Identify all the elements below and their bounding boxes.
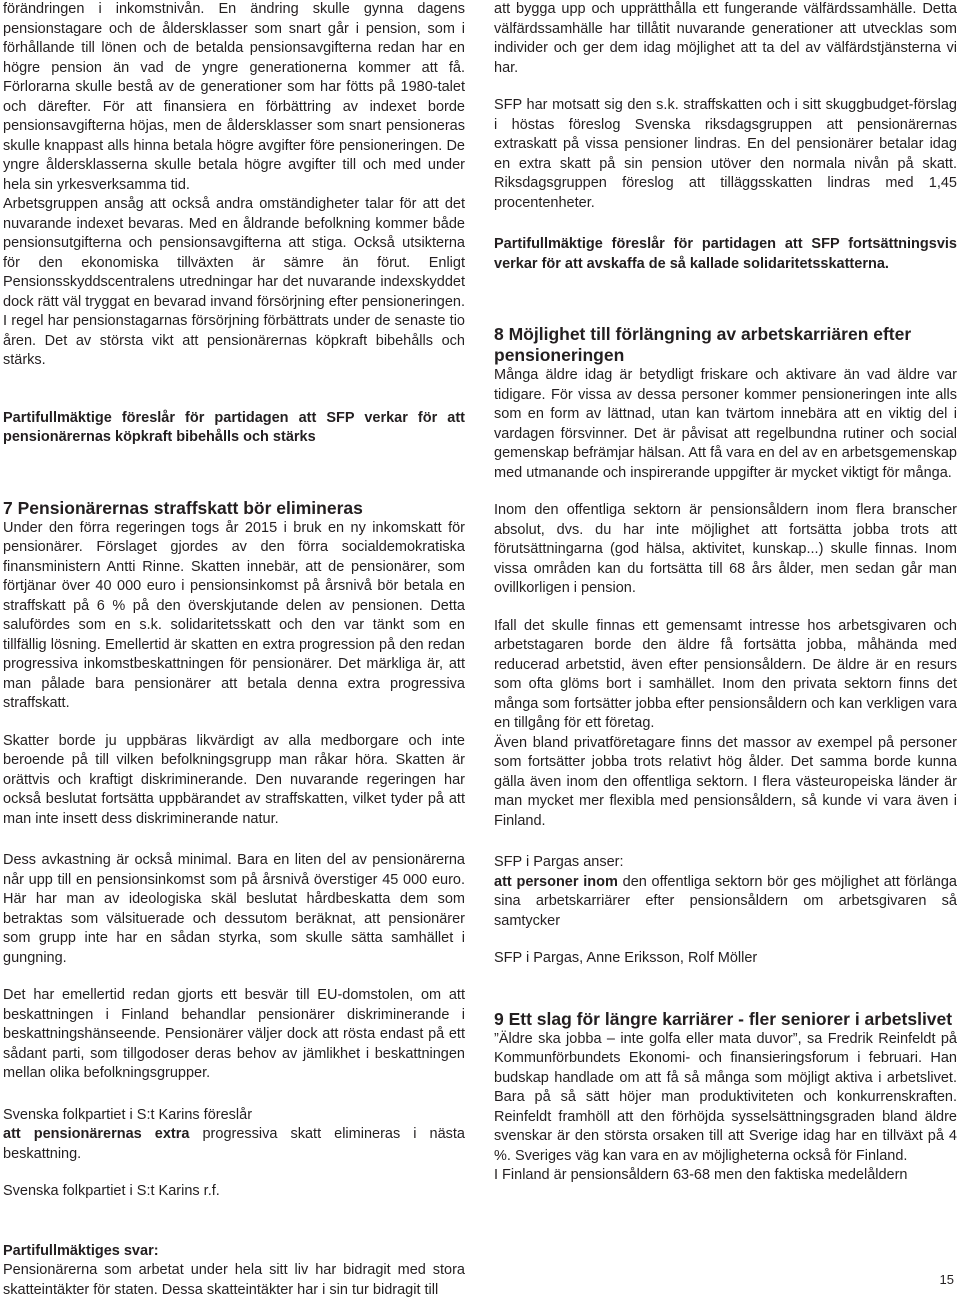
left-column xyxy=(3,0,465,1300)
paragraph: Många äldre idag är betydligt friskare och aktivare än vad äldre var tidigare. För vissa av dessa personer kommer pensioneringen inte alls som en form av lättnad, utan kan tvärtom innebära att en viktig del i vardagen försvinner. Det är påvisat att regelbundna rutiner och social gemenskap befrämjar hälsan. Att få vara en del av en arbetsgemenskap med utmanande och inspirerande uppgifter är mycket viktigt för många. xyxy=(494,366,957,483)
paragraph: Även bland privatföretagare finns det massor av exempel på personer som fortsätter jobba trots relativt hög ålder. Det samma borde kunna gälla även inom den offentliga sektorn. I flera västeuropeiska länder är man mycket mer flexibla med pensionsåldern, så kunde vi vara även i Finland. xyxy=(494,734,957,832)
motion-author-line: SFP i Pargas anser: xyxy=(494,854,624,870)
motion-text: progressiva skatt elimineras i nästa beskattning. xyxy=(3,1126,465,1162)
paragraph: I Finland är pensionsåldern 63-68 men den faktiska medelåldern xyxy=(494,1166,957,1186)
paragraph: att bygga upp och upprätthålla ett fungerande välfärdssamhälle. Detta välfärdssamhälle har tillåtit nuvarande generationer att utvecklas som individer och ger dem idag möjlighet att ta del av välfärdstjänsterna vi har. xyxy=(494,0,957,78)
section-heading-7: 7 Pensionärernas straffskatt bör elimineras xyxy=(3,498,465,519)
paragraph: Under den förra regeringen togs år 2015 i bruk en ny inkomskatt för pensionärer. Förslaget gjordes av den förra socialdemokratiska finansministern Antti Rinne. Skatten innebär, att de pensionärer, som förtjänar över 40 000 euro i pensionsinkomst på årsnivå bör betala en straffskatt på 6 % på den överskjutande delen av pensionen. Detta salufördes som en s.k. solidaritetsskatt och den var tänkt som en tillfällig lösning. Emellertid är skatten en extra progression på den redan progressiva inkomstbeskattningen för pensionärer. Det märkliga är, att man pålade bara pensionärer att betala denna extra progressiva straffskatt. xyxy=(3,519,465,714)
paragraph: Inom den offentliga sektorn är pensionsåldern inom flera branscher absolut, dvs. du har inte möjlighet att fortsätta jobba trots att förutsättningarna (god hälsa, aktivitet, kunskap...) skulle finnas. Inom vissa områden kan du fortsätta till 68 års ålder, men sedan går man ovillkorligen i pension. xyxy=(494,501,957,599)
paragraph: Arbetsgruppen ansåg att också andra omständigheter talar för att det nuvarande indexet bevaras. Med en åldrande befolkning kommer både pensionsutgifterna och pensionsavgifterna att stiga. Också utsikterna för den ekonomiska tillväxten är sämre än förut. Enligt Pensionsskyddscentralens utredningar har det nuvarande indexskyddet dock rätt väl tryggat en bevarad invand försörjning efter pensioneringen. I regel har pensionstagarnas försörjning förbättrats under de senaste tio åren. Det av största vikt att pensionärernas köpkraft bibehålls och stärks. xyxy=(3,195,465,371)
proposal-text: Partifullmäktige föreslår för partidagen att SFP verkar för att pensionärernas köpkraft bibehålls och stärks xyxy=(3,409,465,448)
proposal-text: Partifullmäktige föreslår för partidagen att SFP fortsättningsvis verkar för att avskaffa de så kallade solidaritetsskatterna. xyxy=(494,235,957,274)
paragraph: ”Äldre ska jobba – inte golfa eller mata duvor”, sa Fredrik Reinfeldt på Kommunförbundets Ekonomi- och finansieringsforum i februari. Han budskap handlade om att få så många som möjligt aktiva i arbetslivet. Bara på så sätt höjer man produktiviteten och konkurrenskraften. Reinfeldt framhöll att den förhöjda sysselsättningsgraden bland äldre svenskar är den största orsaken till att Sverige idag har en tillväxt på 4 %. Sveriges väg kan vara en av möjligheterna också för Finland. xyxy=(494,1030,957,1167)
paragraph: SFP har motsatt sig den s.k. straffskatten och i sitt skuggbudget-förslag i höstas föreslog Svenska riksdagsgruppen att pensionärernas extraskatt på vissa pensioner lindras. En del pensionärer betalar idag en extra skatt på sin pension utöver den normala nivån på skatt. Riksdagsgruppen föreslog att tilläggsskatten lindras med 1,45 procentenheter. xyxy=(494,96,957,213)
section-heading-8: 8 Möjlighet till förlängning av arbetskarriären efter pensioneringen xyxy=(494,324,957,366)
motion-author-line: Svenska folkpartiet i S:t Karins föreslår xyxy=(3,1107,252,1123)
paragraph: Det har emellertid redan gjorts ett besvär till EU-domstolen, om att beskattningen i Finland behandlar pensionärer diskriminerande i beskattningshänseende. Pensionärer väljer dock att rösta endast på ett sådant parti, som tillgodoser deras behov av jämlikhet i beskattningen mellan olika befolkningsgrupper. xyxy=(3,986,465,1084)
motion-bold-text: att pensionärernas extra xyxy=(3,1126,189,1142)
answer-label: Partifullmäktiges svar: xyxy=(3,1243,159,1259)
right-column xyxy=(494,0,957,1186)
answer-block xyxy=(3,1242,465,1300)
motion-text: den offentliga sektorn bör ges möjlighet att förlänga sina arbetskarriärer efter pensionsåldern om arbetsgivaren så samtycker xyxy=(494,874,957,929)
motion-block xyxy=(3,1106,465,1165)
signature-line: Svenska folkpartiet i S:t Karins r.f. xyxy=(3,1182,465,1202)
paragraph: förändringen i inkomstnivån. En ändring skulle gynna dagens pensionstagare och de åldersklasser som snart går i pension, som i förhållande till lönen och de betalda pensionsavgifterna redan har en högre pension än vad de yngre generationerna kommer att få. Förlorarna skulle bestå av de generationer som har fötts på 1980-talet och därefter. För att finansiera en förbättring av indexet borde pensionsavgifterna höjas, men de åldersklasser som snart pensioneras skulle knappast alls hinna betala högre avgifter före pensioneringen. De yngre åldersklasserna skulle betala högre avgifter till och med under hela sin yrkesverksamma tid. xyxy=(3,0,465,195)
paragraph: Ifall det skulle finnas ett gemensamt intresse hos arbetsgivaren och arbetstagaren borde den äldre få fortsätta jobba, måhända med reducerad arbetstid, även efter pensionsåldern. De äldre är en resurs som ofta glöms bort i samhället. Inom den privata sektorn finns det många som fortsätter jobba efter pensionsåldern och kan verkligen vara en tillgång för ett företag. xyxy=(494,617,957,734)
paragraph: Dess avkastning är också minimal. Bara en liten del av pensionärerna når upp till en pensionsinkomst som på årsnivå överstiger 45 000 euro. Här har man av ideologiska skäl beslutat hårdbeskatta dem som betraktas som välsituerade och dessutom beräknat, att pensionärer som grupp inte har en sådan styrka, som skulle sätta samhället i gungning. xyxy=(3,851,465,968)
motion-bold-text: att personer inom xyxy=(494,874,618,890)
signature-line: SFP i Pargas, Anne Eriksson, Rolf Möller xyxy=(494,949,957,969)
paragraph: Skatter borde ju uppbäras likvärdigt av alla medborgare och inte beroende på till vilken befolkningsgrupp man råkar höra. Skatten är orättvis och kraftigt diskriminerande. Den nuvarande regeringen har också beslutat fortsätta uppbärandet av straffskatten, vilket tyder på att man inte insett dess diskriminerande natur. xyxy=(3,732,465,830)
motion-block xyxy=(494,853,957,931)
section-heading-9: 9 Ett slag för längre karriärer - fler seniorer i arbetslivet xyxy=(494,1009,957,1030)
page-number: 15 xyxy=(940,1272,954,1287)
answer-text: Pensionärerna som arbetat under hela sitt liv har bidragit med stora skatteintäkter för staten. Dessa skatteintäkter har i sin tur bidragit till xyxy=(3,1262,465,1298)
